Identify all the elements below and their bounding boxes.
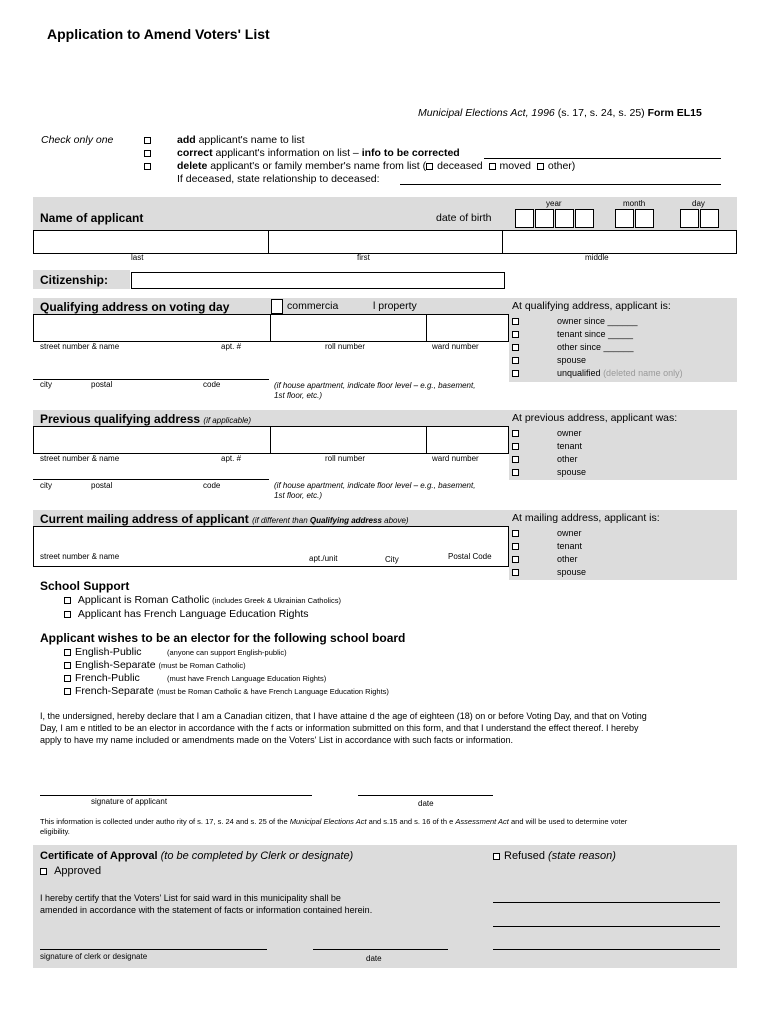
- prev-other-checkbox[interactable]: [512, 456, 519, 463]
- p-divider-1: [270, 426, 271, 454]
- first-label: first: [357, 253, 370, 262]
- qualifying-heading: Qualifying address on voting day: [40, 300, 230, 314]
- p-postal-label: postal: [91, 481, 113, 490]
- previous-heading: Previous qualifying address (if applicable): [40, 412, 251, 426]
- previous-roll-input[interactable]: [272, 428, 424, 452]
- q-city-label: city: [40, 380, 52, 389]
- correct-checkbox[interactable]: [144, 150, 151, 157]
- board-option-english-separate: English-Separate (must be Roman Catholic): [64, 659, 246, 671]
- owner-checkbox[interactable]: [512, 318, 519, 325]
- school-board-heading: Applicant wishes to be an elector for the following school board: [40, 631, 406, 645]
- name-divider-2: [502, 230, 503, 254]
- p-divider-2: [426, 426, 427, 454]
- prev-status-other: other: [557, 454, 578, 464]
- p-city-label: city: [40, 481, 52, 490]
- previous-status-heading: At previous address, applicant was:: [512, 412, 678, 424]
- school-support-heading: School Support: [40, 579, 130, 593]
- unqualified-checkbox[interactable]: [512, 370, 519, 377]
- refused-reason-line-2[interactable]: [493, 926, 720, 927]
- qualifying-street-input[interactable]: [35, 316, 267, 340]
- p-apt-label: apt. #: [221, 454, 242, 463]
- q-city-line[interactable]: [33, 379, 269, 380]
- dob-label: date of birth: [436, 212, 492, 224]
- q-floor-note-2: 1st floor, etc.): [274, 391, 323, 400]
- year-digit-3[interactable]: [555, 209, 574, 228]
- p-city-line[interactable]: [33, 479, 269, 480]
- q-postal-label: postal: [91, 380, 113, 389]
- tenant-checkbox[interactable]: [512, 331, 519, 338]
- board-option-french-public: French-Public (must have French Language Education Rights): [64, 672, 140, 684]
- applicant-date-label: date: [418, 799, 434, 808]
- month-digit-1[interactable]: [615, 209, 634, 228]
- mailing-address-box[interactable]: [33, 526, 509, 552]
- q-divider-1: [270, 314, 271, 342]
- status-other: other since ______: [557, 342, 634, 352]
- mailing-heading: Current mailing address of applicant (if different than Qualifying address above): [40, 512, 409, 526]
- year-label: year: [546, 199, 562, 208]
- mail-spouse-checkbox[interactable]: [512, 569, 519, 576]
- m-postal-label: Postal Code: [448, 552, 492, 561]
- declaration-line-2: Day, I am e ntitled to be an elector in accordance with the f acts or information submitted on this form, and that I understand the effect thereof. I hereby: [40, 723, 639, 733]
- q-street-label: street number & name: [40, 342, 120, 351]
- p-ward-label: ward number: [432, 454, 479, 463]
- month-label: month: [623, 199, 646, 208]
- approved-checkbox[interactable]: [40, 868, 47, 875]
- m-city-label: City: [385, 555, 399, 564]
- middle-name-input[interactable]: [504, 232, 734, 252]
- first-name-input[interactable]: [270, 232, 500, 252]
- day-label: day: [692, 199, 705, 208]
- mail-status-tenant: tenant: [557, 541, 583, 551]
- page-title: Application to Amend Voters' List: [47, 26, 270, 42]
- school-support-option-1: Applicant is Roman Catholic (includes Greek & Ukrainian Catholics): [64, 594, 341, 606]
- q-ward-label: ward number: [432, 342, 479, 351]
- clerk-date-label: date: [366, 954, 382, 963]
- other-status-checkbox[interactable]: [512, 344, 519, 351]
- year-digit-4[interactable]: [575, 209, 594, 228]
- authority-text-2: eligibility.: [40, 827, 70, 836]
- french-public-checkbox[interactable]: [64, 675, 71, 682]
- board-option-english-public: English-Public (anyone can support English-public): [64, 646, 142, 658]
- if-deceased-label: If deceased, state relationship to deceased:: [177, 173, 380, 185]
- mail-status-owner: owner: [557, 528, 582, 538]
- english-separate-checkbox[interactable]: [64, 662, 71, 669]
- mail-tenant-checkbox[interactable]: [512, 543, 519, 550]
- mail-status-other: other: [557, 554, 578, 564]
- year-digit-2[interactable]: [535, 209, 554, 228]
- certify-line-2: amended in accordance with the statement of facts or information contained herein.: [40, 905, 373, 915]
- roman-catholic-checkbox[interactable]: [64, 597, 71, 604]
- last-name-input[interactable]: [35, 232, 265, 252]
- mail-owner-checkbox[interactable]: [512, 530, 519, 537]
- qualifying-roll-input[interactable]: [272, 316, 424, 340]
- month-digit-2[interactable]: [635, 209, 654, 228]
- mailing-status-heading: At mailing address, applicant is:: [512, 512, 660, 524]
- spouse-checkbox[interactable]: [512, 357, 519, 364]
- qualifying-status-heading: At qualifying address, applicant is:: [512, 300, 671, 312]
- check-only-one-label: Check only one: [41, 134, 114, 146]
- prev-tenant-checkbox[interactable]: [512, 443, 519, 450]
- applicant-date-line[interactable]: [358, 795, 493, 796]
- citizenship-label: Citizenship:: [40, 273, 108, 287]
- certify-line-1: I hereby certify that the Voters' List for said ward in this municipality shall be: [40, 893, 341, 903]
- middle-label: middle: [585, 253, 609, 262]
- status-unqualified: unqualified (deleted name only): [557, 368, 683, 378]
- clerk-signature-line[interactable]: [40, 949, 267, 950]
- q-apt-label: apt. #: [221, 342, 242, 351]
- p-floor-note: (if house apartment, indicate floor level – e.g., basement,: [274, 481, 476, 490]
- clerk-date-line[interactable]: [313, 949, 448, 950]
- commercial-property-checkbox[interactable]: [271, 299, 283, 314]
- english-public-checkbox[interactable]: [64, 649, 71, 656]
- deceased-relationship-line[interactable]: [400, 184, 721, 185]
- act-reference: Municipal Elections Act, 1996 (s. 17, s. 24, s. 25) Form EL15: [418, 107, 702, 119]
- option-add: add applicant's name to list: [177, 134, 305, 146]
- commercial-label-b: l property: [373, 300, 417, 312]
- option-correct: correct applicant's information on list – info to be corrected: [177, 147, 460, 159]
- p-code-label: code: [203, 481, 221, 490]
- french-separate-checkbox[interactable]: [64, 688, 71, 695]
- prev-status-owner: owner: [557, 428, 582, 438]
- delete-checkbox[interactable]: [144, 163, 151, 170]
- previous-ward-input[interactable]: [428, 428, 507, 452]
- status-spouse: spouse: [557, 355, 587, 365]
- board-option-french-separate: French-Separate (must be Roman Catholic & have French Language Education Rights): [64, 685, 389, 697]
- status-tenant: tenant since _____: [557, 329, 634, 339]
- option-delete: delete applicant's or family member's name from list ( deceased moved other): [177, 160, 576, 172]
- correct-info-line[interactable]: [484, 158, 721, 159]
- certificate-heading: Certificate of Approval (to be completed by Clerk or designate): [40, 850, 354, 862]
- last-label: last: [131, 253, 144, 262]
- clerk-signature-label: signature of clerk or designate: [40, 952, 148, 961]
- m-apt-label: apt./unit: [309, 554, 338, 563]
- french-rights-checkbox[interactable]: [64, 611, 71, 618]
- p-floor-note-2: 1st floor, etc.): [274, 491, 323, 500]
- qualifying-ward-input[interactable]: [428, 316, 507, 340]
- deceased-checkbox[interactable]: [426, 163, 433, 170]
- school-support-option-2: Applicant has French Language Education Rights: [64, 608, 309, 620]
- prev-status-spouse: spouse: [557, 467, 587, 477]
- commercial-label-a: commercia: [287, 300, 339, 312]
- q-code-label: code: [203, 380, 221, 389]
- citizenship-input[interactable]: [131, 272, 505, 289]
- other-checkbox[interactable]: [537, 163, 544, 170]
- authority-text: This information is collected under autho rity of s. 17, s. 24 and s. 25 of the Municipal Elections Act and s.15 and s. 16 of th e Assessment Act and will be used to determine voter: [40, 817, 628, 826]
- declaration-line-1: I, the undersigned, hereby declare that I am a Canadian citizen, that I have attaine d the age of eighteen (18) on or before Voting Day, and that on Voting: [40, 711, 647, 721]
- prev-owner-checkbox[interactable]: [512, 430, 519, 437]
- prev-status-tenant: tenant: [557, 441, 583, 451]
- refused-checkbox[interactable]: [493, 853, 500, 860]
- p-roll-label: roll number: [325, 454, 366, 463]
- add-checkbox[interactable]: [144, 137, 151, 144]
- year-digit-1[interactable]: [515, 209, 534, 228]
- prev-spouse-checkbox[interactable]: [512, 469, 519, 476]
- m-street-label: street number & name: [40, 552, 120, 561]
- applicant-signature-line[interactable]: [40, 795, 312, 796]
- name-divider-1: [268, 230, 269, 254]
- moved-checkbox[interactable]: [489, 163, 496, 170]
- mail-status-spouse: spouse: [557, 567, 587, 577]
- refused-reason-line-3[interactable]: [493, 949, 720, 950]
- day-digit-1[interactable]: [680, 209, 699, 228]
- approved-option: Approved: [40, 865, 101, 877]
- applicant-signature-label: signature of applicant: [91, 797, 168, 806]
- status-owner: owner since ______: [557, 316, 638, 326]
- p-street-label: street number & name: [40, 454, 120, 463]
- q-divider-2: [426, 314, 427, 342]
- name-heading: Name of applicant: [40, 211, 144, 225]
- day-digit-2[interactable]: [700, 209, 719, 228]
- mail-other-checkbox[interactable]: [512, 556, 519, 563]
- q-floor-note: (if house apartment, indicate floor level – e.g., basement,: [274, 381, 476, 390]
- declaration-line-3: apply to have my name included or amendments made on the Voters' List in accordance with such facts or information.: [40, 735, 513, 745]
- previous-street-input[interactable]: [35, 428, 267, 452]
- refused-reason-line-1[interactable]: [493, 902, 720, 903]
- q-roll-label: roll number: [325, 342, 366, 351]
- refused-option: Refused (state reason): [493, 850, 616, 862]
